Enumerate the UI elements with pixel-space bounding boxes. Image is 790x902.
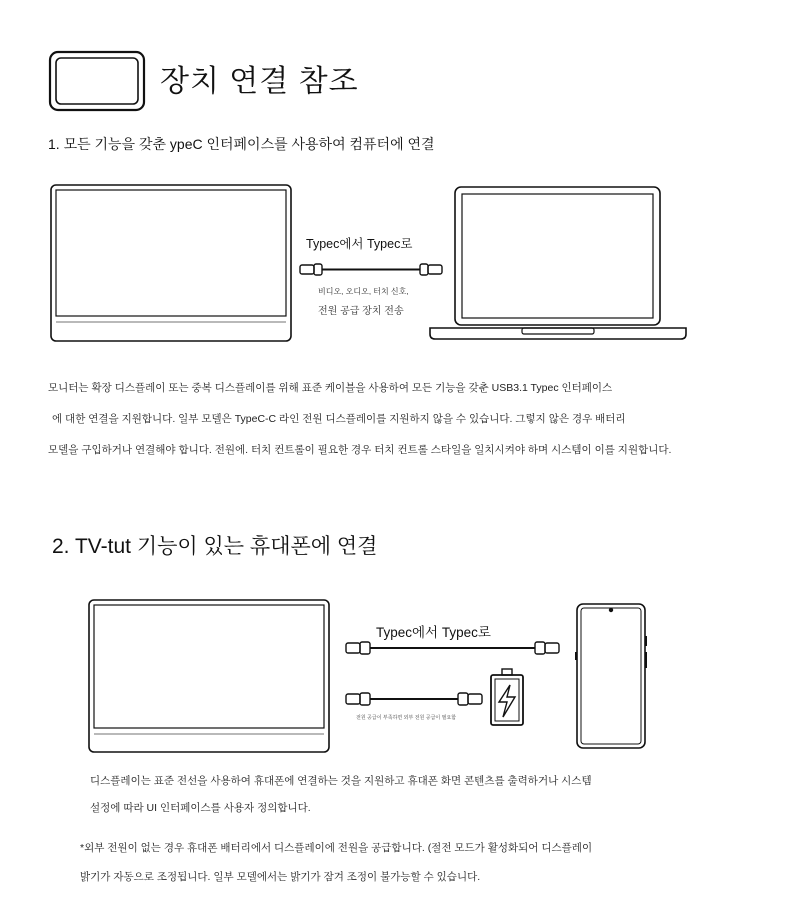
section1-heading: 1. 모든 기능을 갖춘 ypeC 인터페이스를 사용하여 컴퓨터에 연결 <box>48 136 435 152</box>
section2-power-note: 전원 공급이 부족하면 외부 전원 공급이 필요함 <box>356 715 457 721</box>
usb-c-cable-icon <box>346 693 482 705</box>
smartphone-icon <box>575 604 647 748</box>
usb-c-cable-icon <box>300 264 442 275</box>
section2-paragraph-line: 설정에 따라 UI 인터페이스를 사용자 정의합니다. <box>90 802 311 814</box>
portable-monitor-2 <box>89 600 329 752</box>
monitor-icon <box>50 52 144 110</box>
portable-monitor-1 <box>51 185 291 341</box>
section1-paragraph-line: 에 대한 연결을 지원합니다. 일부 모델은 TypeC-C 라인 전원 디스플레이를 지원하지 않을 수 있습니다. 그렇지 않은 경우 배터리 <box>52 413 626 425</box>
section1-cable-label: Typec에서 Typec로 <box>306 237 413 251</box>
section2-paragraph-line: 디스플레이는 표준 전선을 사용하여 휴대폰에 연결하는 것을 지원하고 휴대폰 화면 콘텐츠를 출력하거나 시스템 <box>90 775 592 787</box>
section2-cable-label: Typec에서 Typec로 <box>376 625 491 640</box>
section1-paragraph-line: 모니터는 확장 디스플레이 또는 중복 디스플레이를 위해 표준 케이블을 사용하여 모든 기능을 갖춘 USB3.1 Typec 인터페이스 <box>48 382 613 394</box>
section1-signal-text: 비디오, 오디오, 터치 신호, <box>318 287 409 296</box>
section2-note-line: *외부 전원이 없는 경우 휴대폰 배터리에서 디스플레이에 전원을 공급합니다. (절전 모드가 활성화되어 디스플레이 <box>80 842 593 854</box>
section2-note-line: 밝기가 자동으로 조정됩니다. 일부 모델에서는 밝기가 잠겨 조정이 불가능할 수 있습니다. <box>80 871 481 883</box>
page-title: 장치 연결 참조 <box>160 65 359 98</box>
usb-c-cable-icon <box>346 642 559 654</box>
laptop-icon <box>430 187 686 339</box>
section1-paragraph-line: 모델을 구입하거나 연결해야 합니다. 전원에. 터치 컨트롤이 필요한 경우 터치 컨트롤 스타일을 일치시켜야 하며 시스템이 이를 지원합니다. <box>48 444 672 456</box>
section1-power-text: 전원 공급 장치 전송 <box>318 306 404 317</box>
section2-heading: 2. TV-tut 기능이 있는 휴대폰에 연결 <box>52 535 378 558</box>
battery-charging-icon <box>491 669 523 725</box>
